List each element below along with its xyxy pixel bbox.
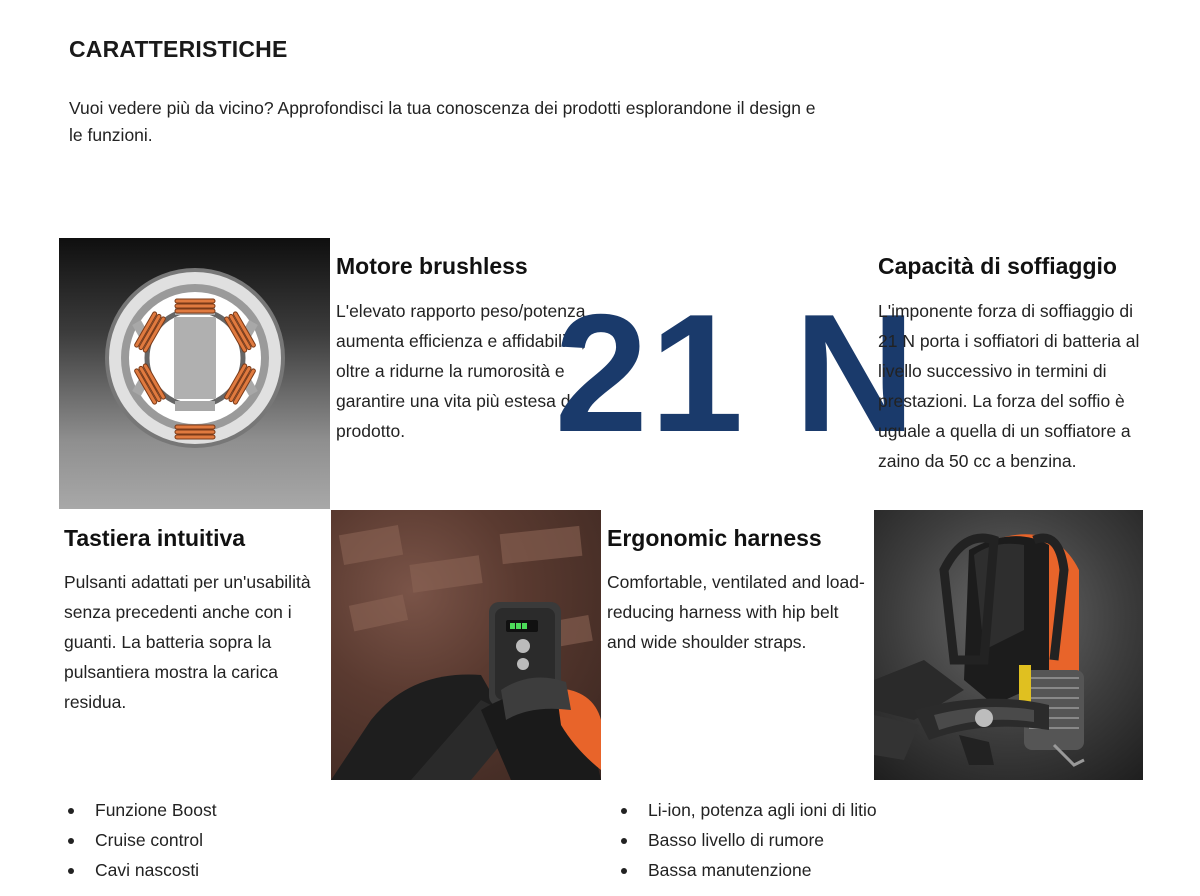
brushless-motor-icon — [59, 238, 330, 509]
blowing-text: L'imponente forza di soffiaggio di 21 N porta i soffiatori di batteria al livello successivo in termini di prestazioni. La forza del soffio è uguale a quella di un soffiatore a zaino da 50 cc a benzina. — [878, 301, 1140, 471]
blowing-title: Capacità di soffiaggio — [878, 253, 1117, 279]
features-list-right — [621, 795, 941, 885]
harness-text: Comfortable, ventilated and load-reducing harness with hip belt and wide shoulder straps. — [607, 572, 865, 652]
backpack-harness-icon — [874, 510, 1143, 780]
list-item: Funzione Boost — [68, 795, 368, 825]
blower-handle-icon — [331, 510, 601, 780]
harness-photo — [874, 510, 1143, 780]
list-item: Cruise control — [68, 825, 368, 855]
keypad-title: Tastiera intuitiva — [64, 525, 246, 551]
keypad-photo — [331, 510, 601, 780]
page-title: CARATTERISTICHE — [69, 36, 288, 62]
force-value: 21 N — [554, 278, 918, 467]
features-list-left — [68, 795, 368, 885]
motor-text: L'elevato rapporto peso/potenza aumenta efficienza e affidabilità, oltre a ridurne la rumorosità e garantire una vita più estesa del prodotto. — [336, 301, 586, 441]
harness-title: Ergonomic harness — [607, 525, 822, 551]
list-item: Bassa manutenzione — [621, 855, 941, 885]
list-item: Cavi nascosti — [68, 855, 368, 885]
list-item: Basso livello di rumore — [621, 825, 941, 855]
intro-text: Vuoi vedere più da vicino? Approfondisci la tua conoscenza dei prodotti esplorandone il design e le funzioni. — [69, 98, 816, 145]
motor-title: Motore brushless — [336, 253, 528, 279]
keypad-text: Pulsanti adattati per un'usabilità senza precedenti anche con i guanti. La batteria sopra la pulsantiera mostra la carica residua. — [64, 572, 311, 712]
motor-illustration — [59, 238, 330, 509]
list-item: Li-ion, potenza agli ioni di litio — [621, 795, 941, 825]
